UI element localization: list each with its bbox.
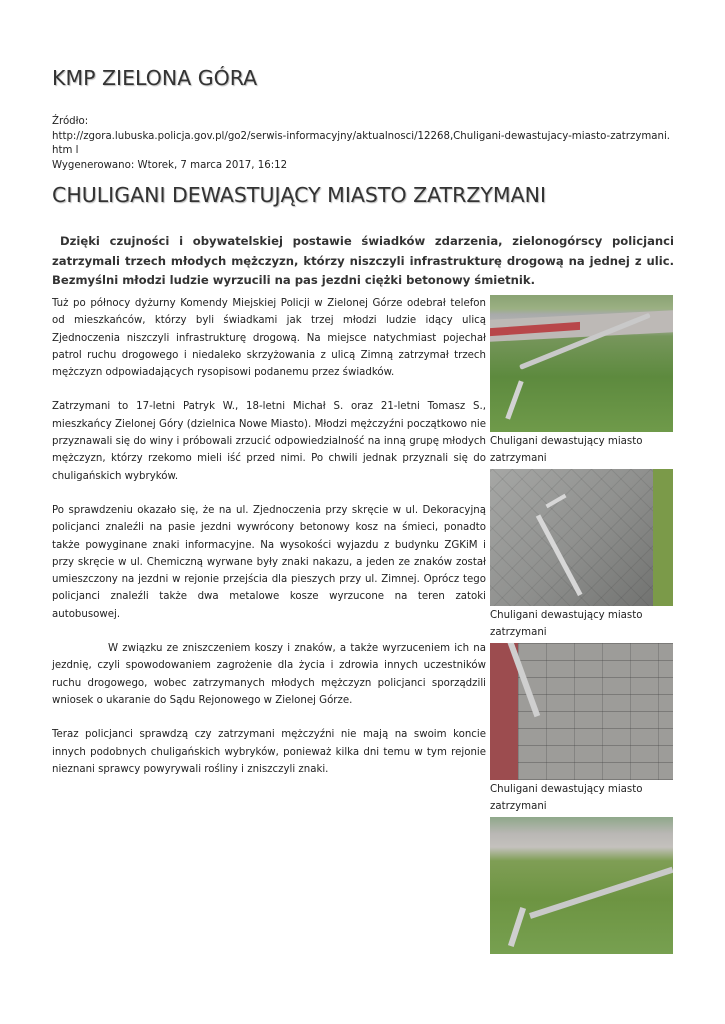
photo-bent-sign-pavement[interactable] — [490, 469, 673, 606]
photo-fallen-pole-grass[interactable] — [490, 295, 673, 432]
article-paragraph: W związku ze zniszczeniem koszy i znaków, a także wyrzuceniem ich na jezdnię, czyli spowodowaniem zagrożenie dla życia i zdrowia innych uczestników ruchu drogowego, wobec zatrzymanych młodych mężczyzn policjanci sporządzili wniosek o ukaranie do Sądu Rejonowego w Zielonej Górze. — [52, 643, 486, 706]
document-meta — [52, 115, 674, 173]
photo-caption: Chuligani dewastujący miasto zatrzymani — [490, 610, 643, 639]
photo-caption: Chuligani dewastujący miasto zatrzymani — [490, 784, 643, 813]
article-lead: Dzięki czujności i obywatelskiej postawie świadków zdarzenia, zielonogórscy policjanci zatrzymali trzech młodych mężczyzn, którzy niszczyli infrastrukturę drogową na jednej z ulic. Bezmyślni młodzi ludzie wyrzucili na pas jezdni ciężki betonowy śmietnik. — [52, 234, 674, 287]
photo-fallen-pole-roadside[interactable] — [490, 817, 673, 954]
gallery-item — [490, 295, 673, 469]
photo-caption: Chuligani dewastujący miasto zatrzymani — [490, 436, 643, 465]
site-title: KMP ZIELONA GÓRA — [52, 66, 258, 90]
gallery-item — [490, 817, 673, 954]
article-paragraph: Teraz policjanci sprawdzą czy zatrzymani mężczyźni nie mają na swoim koncie innych podobnych chuligańskich wybryków, ponieważ kilka dni temu w tym rejonie nieznani sprawcy powyrywali rośliny i zniszczyli znaki. — [52, 729, 486, 775]
article-paragraph: Zatrzymani to 17-letni Patryk W., 18-letni Michał S. oraz 21-letni Tomasz S., mieszkańcy Zielonej Góry (dzielnica Nowe Miasto). Młodzi mężczyźni początkowo nie przyznawali się do winy i próbowali zrzucić odpowiedzialność na inną grupę młodych mężczyzn, którzy rzekomo mieli iść przed nimi. Po chwili jednak przyznali się do chuligańskich wybryków. — [52, 401, 486, 482]
source-label: Źródło: — [52, 116, 89, 127]
photo-gallery — [490, 295, 673, 954]
generated-date: Wygenerowano: Wtorek, 7 marca 2017, 16:12 — [52, 159, 288, 171]
photo-pole-on-tiles[interactable] — [490, 643, 673, 780]
article-paragraph: Tuż po północy dyżurny Komendy Miejskiej Policji w Zielonej Górze odebrał telefon od mieszkańców, którzy byli świadkami jak trzej młodzi ludzie idący ulicą Zjednoczenia niszczyli infrastrukturę drogową. Na miejsce natychmiast pojechał patrol ruchu drogowego i niedaleko skrzyżowania z ulicą Zimną zatrzymał trzech mężczyzn odpowiadających rysopisowi podanemu przez świadków. — [52, 298, 486, 379]
article-body — [52, 295, 486, 795]
gallery-item — [490, 643, 673, 817]
article-title: CHULIGANI DEWASTUJĄCY MIASTO ZATRZYMANI — [52, 183, 547, 207]
source-url[interactable]: http://zgora.lubuska.policja.gov.pl/go2/serwis-informacyjny/aktualnosci/12268,Chuligani-dewastujacy-miasto-zatrzymani.htm l — [52, 130, 671, 156]
gallery-item — [490, 469, 673, 643]
article-paragraph: Po sprawdzeniu okazało się, że na ul. Zjednoczenia przy skręcie w ul. Dekoracyjną policjanci znaleźli na pasie jezdni wywrócony betonowy kosz na śmieci, ponadto także powyginane znaki informacyjne. Na wysokości wyjazdu z budynku ZGKiM i przy skręcie w ul. Chemiczną wyrwane były znaki nakazu, a jeden ze znaków został umieszczony na jezdni w rejonie przejścia dla pieszych przy ul. Zimnej. Oprócz tego policjanci znaleźli także dwa metalowe kosze wyrzucone na teren zatoki autobusowej. — [52, 504, 486, 620]
